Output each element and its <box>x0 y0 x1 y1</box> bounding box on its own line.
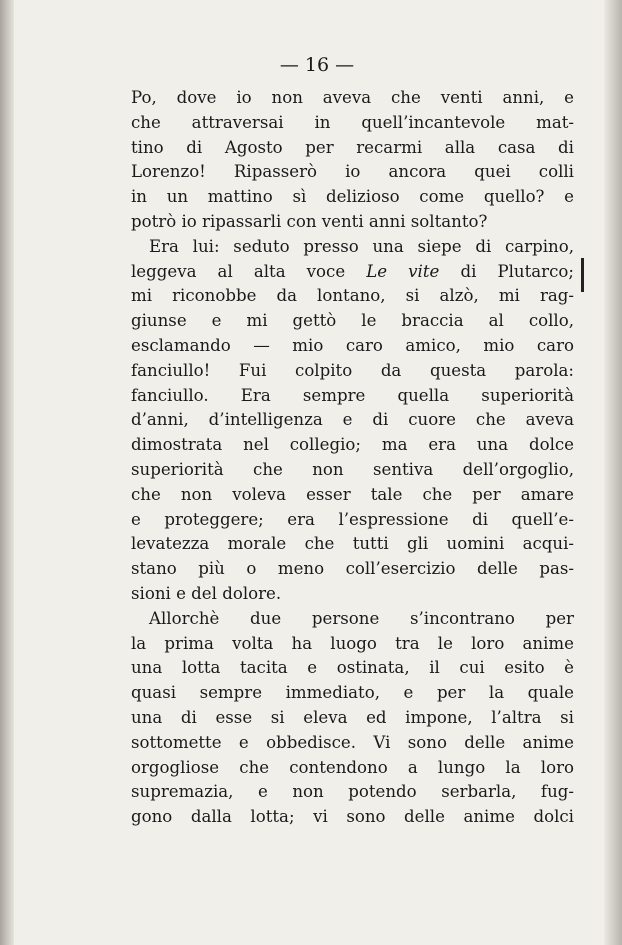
text-line: fanciullo. Era sempre quella superiorità <box>131 385 574 405</box>
text-line: una lotta tacita e ostinata, il cui esito è <box>131 658 574 678</box>
text-line: Lorenzo! Ripasserò io ancora quei colli <box>131 162 574 182</box>
text-line <box>131 260 574 285</box>
margin-mark <box>581 258 584 292</box>
text-line: d’anni, d’intelligenza e di cuore che aveva <box>131 410 574 430</box>
text-line: sottomette e obbedisce. Vi sono delle anime <box>131 732 574 752</box>
text-line: giunse e mi gettò le braccia al collo, <box>131 311 574 331</box>
page-right-edge <box>604 0 622 945</box>
page-number: — 16 — <box>279 54 355 76</box>
text-line: fanciullo! Fui colpito da questa parola: <box>131 360 574 380</box>
text-line: Allorchè due persone s’incontrano per <box>149 608 574 628</box>
text-line: orgogliose che contendono a lungo la loro <box>131 757 574 777</box>
text-line: superiorità che non sentiva dell’orgoglio, <box>131 459 574 479</box>
text-line-segment: leggeva al alta voce <box>131 261 367 281</box>
text-line: quasi sempre immediato, e per la quale <box>131 683 574 703</box>
text-line: levatezza morale che tutti gli uomini acqui- <box>131 534 574 554</box>
text-line: tino di Agosto per recarmi alla casa di <box>131 137 574 157</box>
text-line: stano più o meno coll’esercizio delle pas- <box>131 559 574 579</box>
text-line: mi riconobbe da lontano, si alzò, mi rag- <box>131 286 574 306</box>
text-line: in un mattino sì delizioso come quello? e <box>131 187 574 207</box>
text-line: esclamando — mio caro amico, mio caro <box>131 335 574 355</box>
text-line: Po, dove io non aveva che venti anni, e <box>131 88 574 107</box>
text-line: sioni e del dolore. <box>131 583 282 603</box>
text-line-segment: di Plutarco; <box>439 261 574 281</box>
text-line: dimostrata nel collegio; ma era una dolce <box>131 435 574 455</box>
body-text <box>131 86 574 830</box>
text-line: supremazia, e non potendo serbarla, fug- <box>131 782 574 802</box>
text-line: che non voleva esser tale che per amare <box>131 484 574 504</box>
page-left-edge <box>0 0 14 945</box>
book-title: Le vite <box>366 261 440 281</box>
text-line: che attraversai in quell’incantevole mat- <box>131 112 574 132</box>
text-line: la prima volta ha luogo tra le loro anime <box>131 633 574 653</box>
text-line: gono dalla lotta; vi sono delle anime dolci <box>131 807 574 827</box>
text-line: e proteggere; era l’espressione di quell’e- <box>131 509 574 529</box>
text-line: potrò io ripassarli con venti anni soltanto? <box>131 211 488 231</box>
text-line: una di esse si eleva ed impone, l’altra si <box>131 707 574 727</box>
text-line: Era lui: seduto presso una siepe di carpino, <box>149 236 574 256</box>
